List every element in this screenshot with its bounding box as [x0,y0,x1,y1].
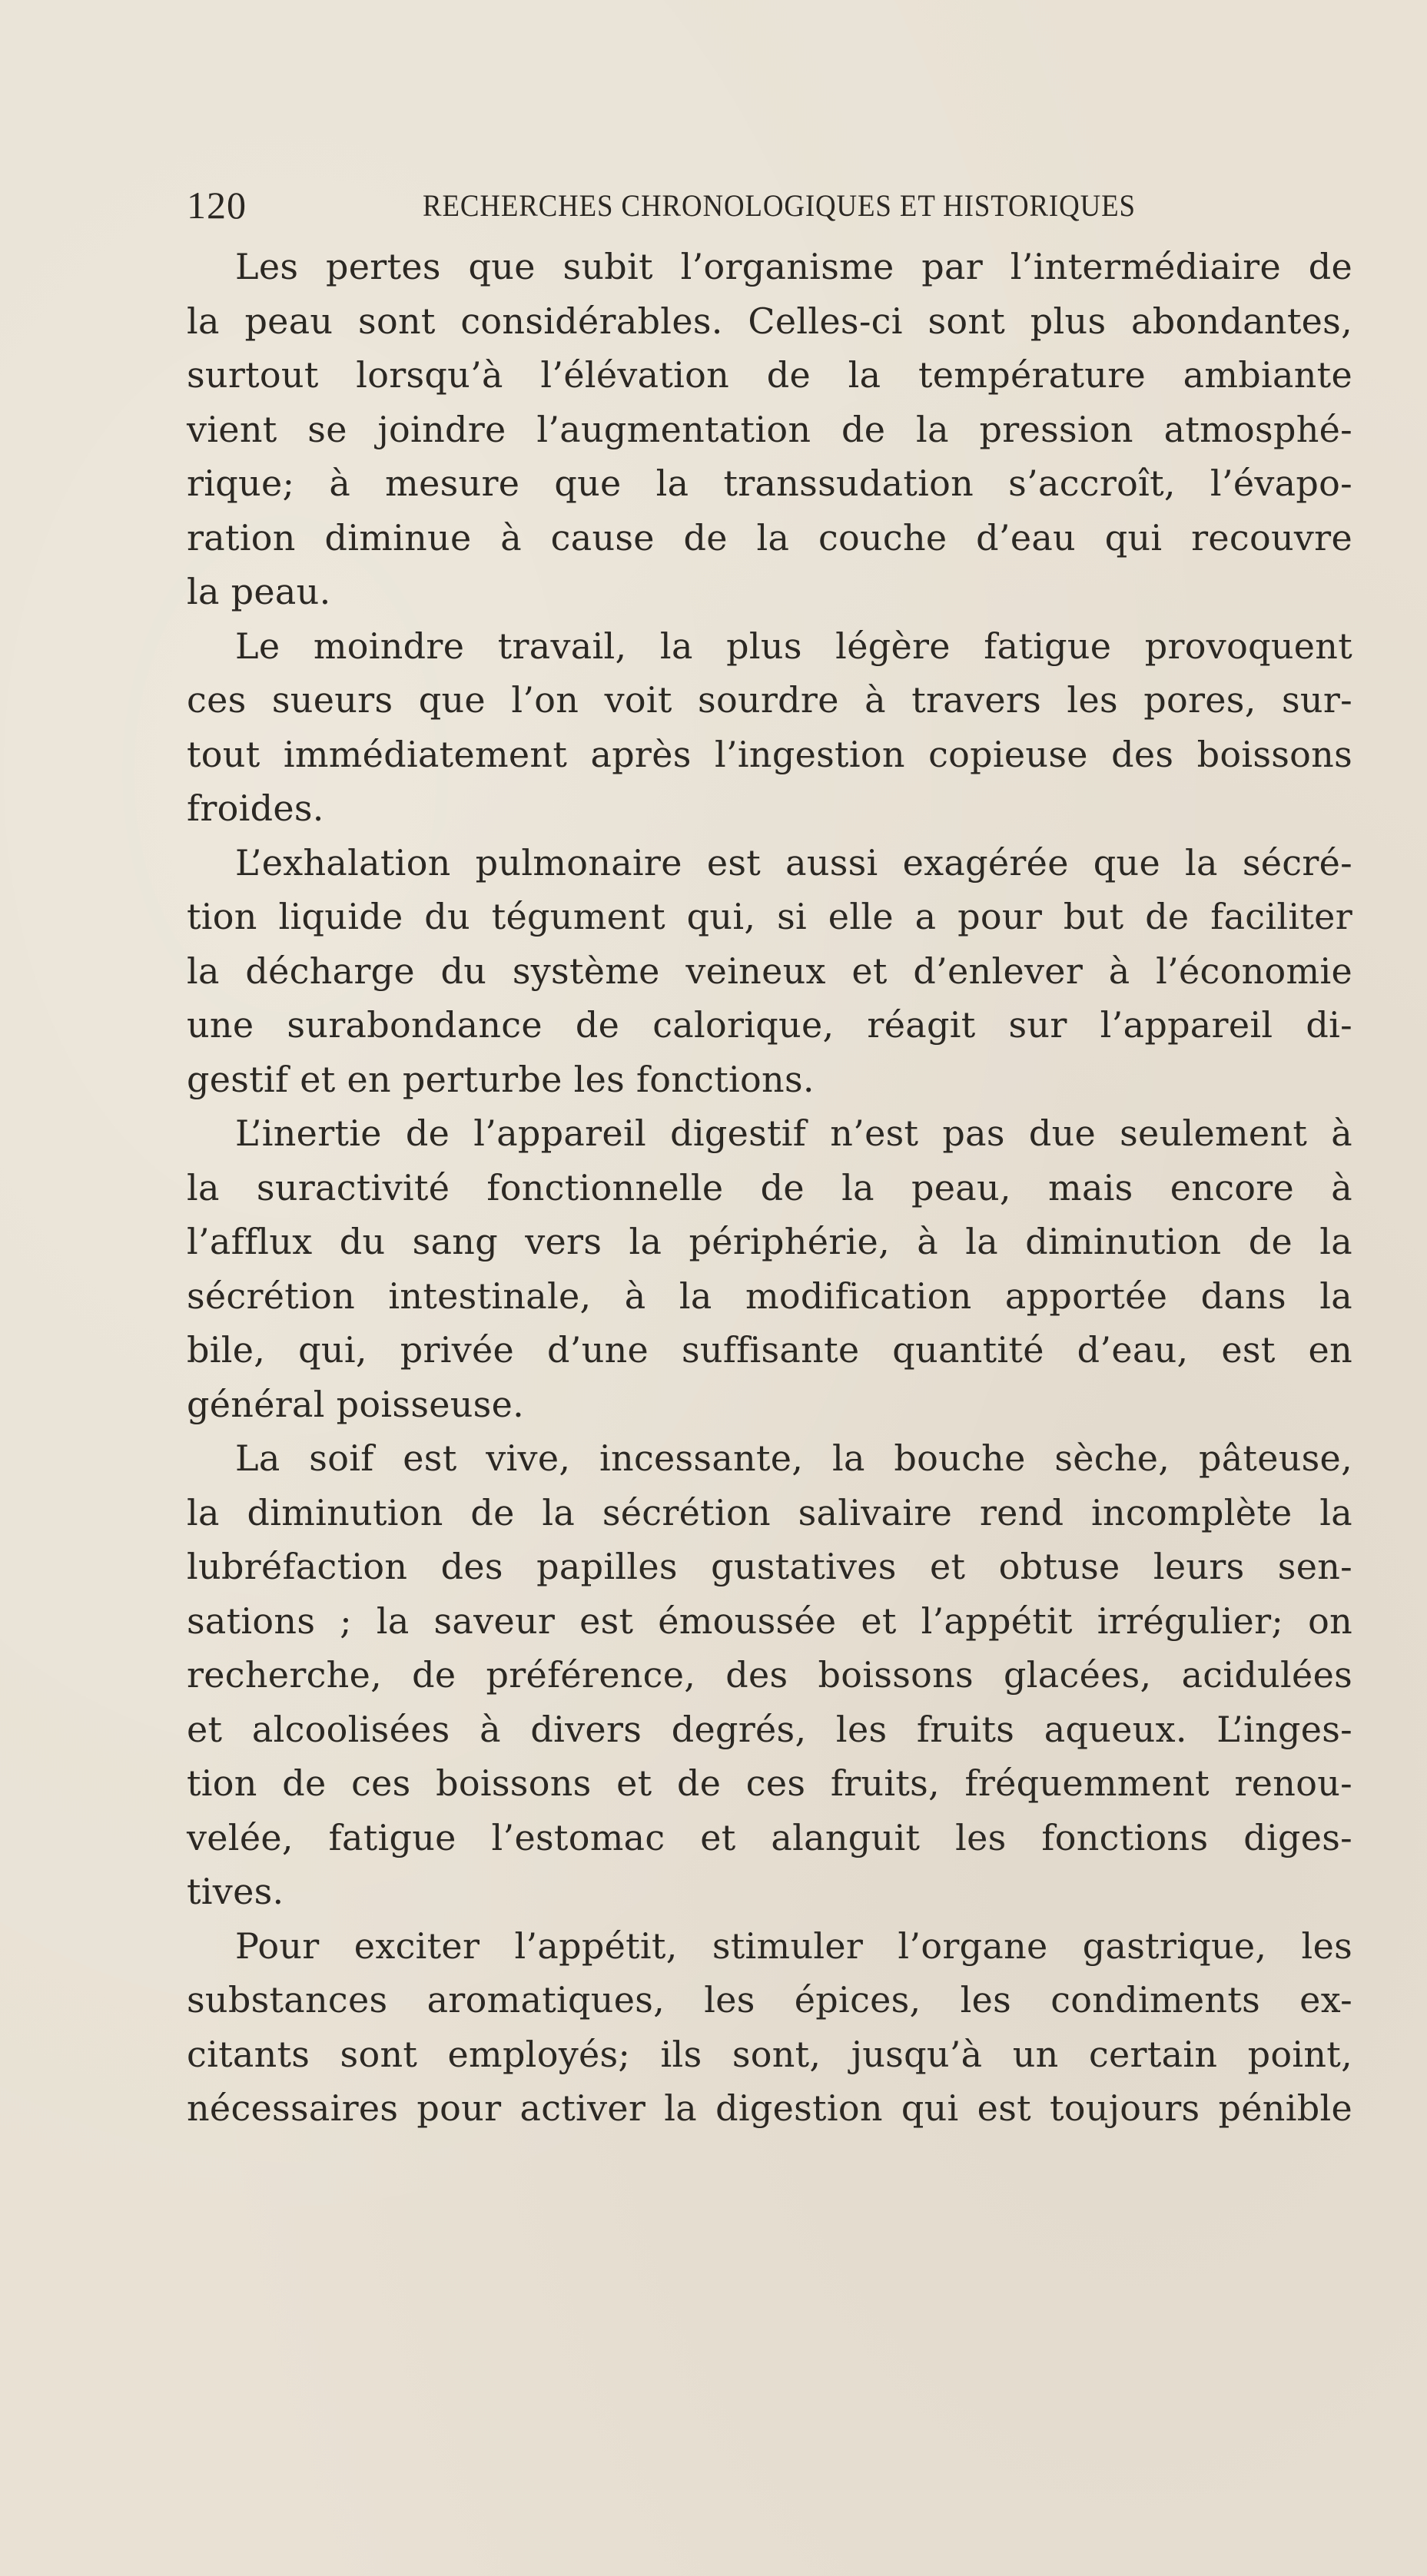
text-line: tion liquide du tégument qui, si elle a pour but de faciliter [187,896,1352,937]
body-text [187,240,1352,2136]
text-line: et alcoolisées à divers degrés, les fruits aqueux. L’inges- [187,1708,1352,1750]
text-line: L’inertie de l’appareil digestif n’est pas due seulement à [235,1112,1352,1154]
text-line: tout immédiatement après l’ingestion copieuse des boissons [187,733,1352,775]
text-line: sations ; la saveur est émoussée et l’appétit irrégulier; on [187,1600,1352,1642]
page-number: 120 [187,184,247,227]
text-line: Pour exciter l’appétit, stimuler l’organe gastrique, les [235,1925,1352,1967]
text-line: Les pertes que subit l’organisme par l’intermédiaire de [235,246,1352,287]
text-line: Le moindre travail, la plus légère fatigue provoquent [235,625,1352,667]
text-line: gestif et en perturbe les fonctions. [187,1058,815,1100]
text-line: tives. [187,1871,284,1912]
text-line: surtout lorsqu’à l’élévation de la température ambiante [187,354,1352,396]
text-line: rique; à mesure que la transsudation s’accroît, l’évapo- [187,462,1352,504]
text-line: froides. [187,787,324,829]
text-line: bile, qui, privée d’une suffisante quantité d’eau, est en [187,1329,1352,1371]
text-line: une surabondance de calorique, réagit sur l’appareil di- [187,1004,1352,1046]
text-line: vient se joindre l’augmentation de la pression atmosphé- [187,408,1352,450]
text-line: la diminution de la sécrétion salivaire rend incomplète la [187,1491,1352,1533]
text-line: nécessaires pour activer la digestion qui est toujours pénible [187,2087,1352,2129]
text-line: recherche, de préférence, des boissons glacées, acidulées [187,1654,1352,1696]
text-line: la peau sont considérables. Celles-ci sont plus abondantes, [187,300,1352,342]
text-line: ces sueurs que l’on voit sourdre à travers les pores, sur- [187,679,1352,721]
text-line: L’exhalation pulmonaire est aussi exagérée que la sécré- [235,841,1352,884]
text-line: ration diminue à cause de la couche d’eau qui recouvre [187,516,1352,559]
text-line: la peau. [187,571,331,612]
text-line: la décharge du système veineux et d’enlever à l’économie [187,950,1352,992]
text-line: La soif est vive, incessante, la bouche sèche, pâteuse, [235,1437,1352,1479]
text-line: tion de ces boissons et de ces fruits, fréquemment renou- [187,1762,1352,1804]
text-line: sécrétion intestinale, à la modification apportée dans la [187,1275,1352,1317]
text-line: velée, fatigue l’estomac et alanguit les fonctions diges- [187,1816,1352,1858]
running-head: RECHERCHES CHRONOLOGIQUES ET HISTORIQUES [423,188,1136,223]
text-line: lubréfaction des papilles gustatives et obtuse leurs sen- [187,1546,1352,1587]
text-line: substances aromatiques, les épices, les condiments ex- [187,1979,1352,2021]
text-line: la suractivité fonctionnelle de la peau, mais encore à [187,1166,1352,1208]
text-line: citants sont employés; ils sont, jusqu’à un certain point, [187,2033,1352,2075]
text-line: général poisseuse. [187,1383,525,1425]
page-header [187,183,1352,237]
text-line: l’afflux du sang vers la périphérie, à la diminution de la [187,1221,1352,1262]
